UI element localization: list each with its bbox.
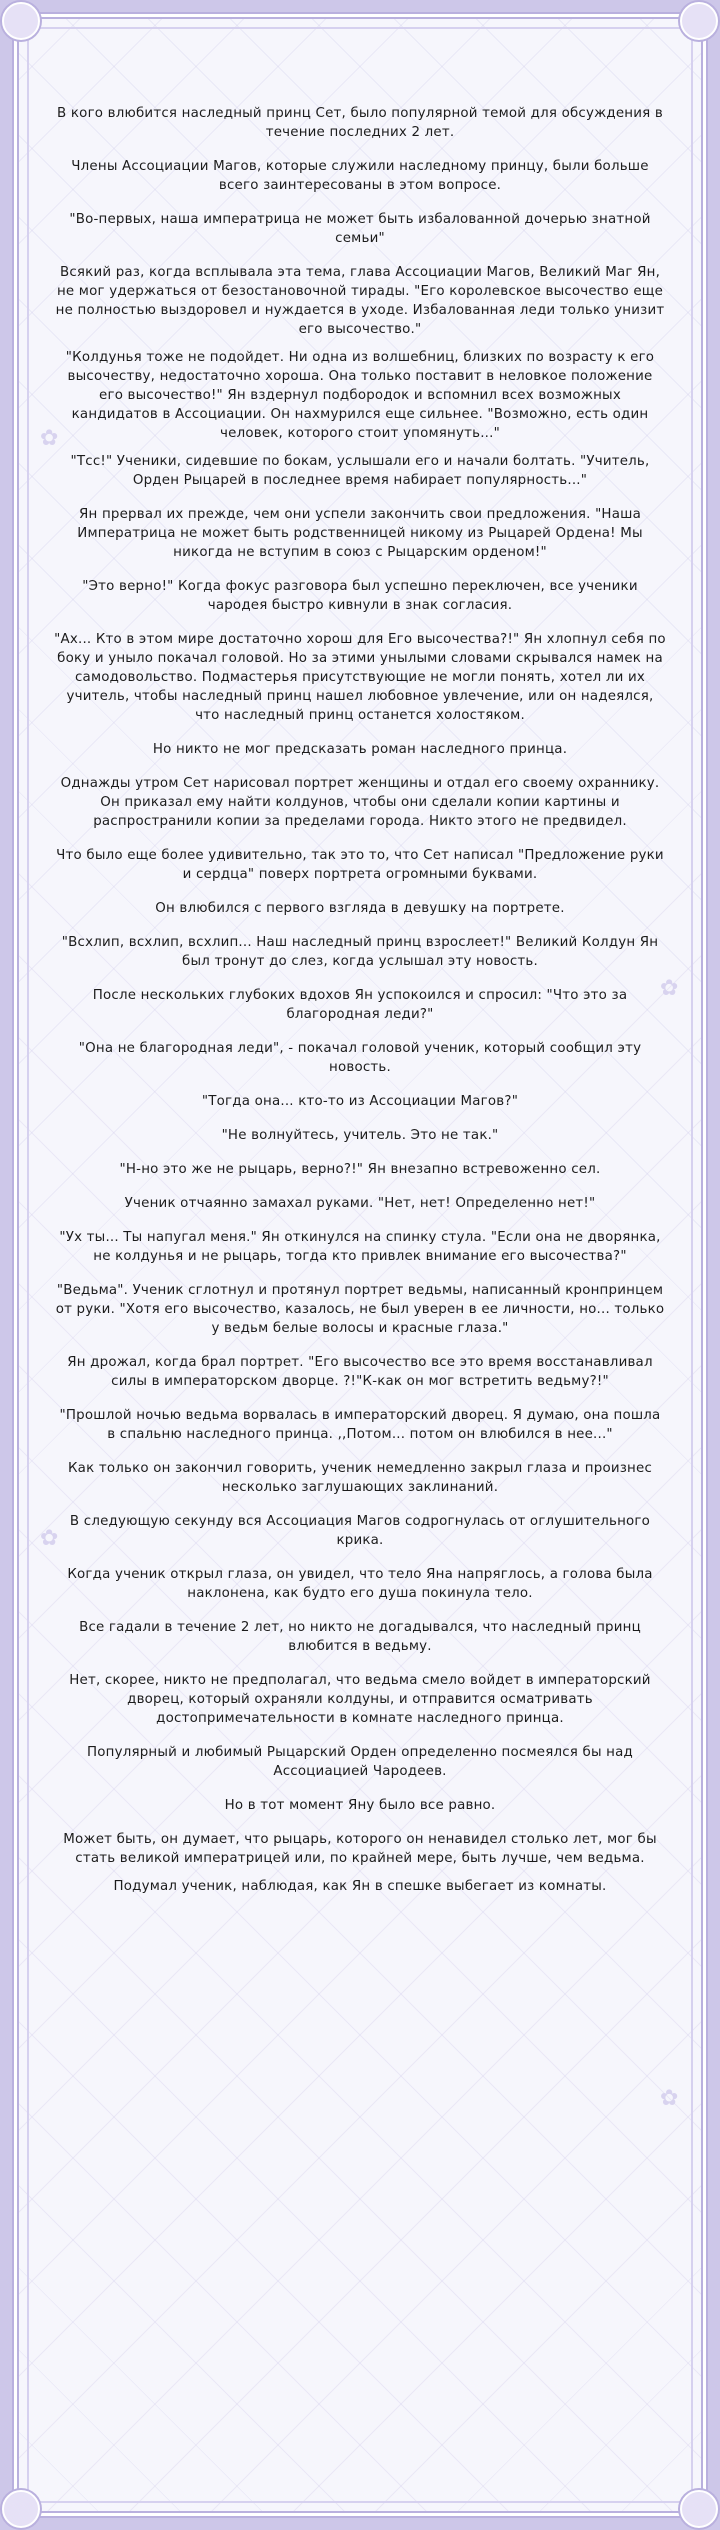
paragraph: "Во-первых, наша императрица не может быть избалованной дочерью знатной семьи" — [69, 212, 651, 246]
flower-icon: ✿ — [40, 426, 59, 451]
paragraph: "Она не благородная леди", - покачал головой ученик, который сообщил эту новость. — [78, 1041, 642, 1075]
corner-ornament-bottom-right — [680, 2490, 718, 2528]
paragraph: Как только он закончил говорить, ученик немедленно закрыл глаза и произнес несколько заглушающих заклинаний. — [67, 1461, 653, 1495]
corner-ornament-top-left — [2, 2, 40, 40]
paragraph: Популярный и любимый Рыцарский Орден определенно посмеялся бы над Ассоциацией Чародеев. — [86, 1745, 634, 1779]
paragraph: Ян прервал их прежде, чем они успели закончить свои предложения. "Наша Императрица не может быть родственницей никому из Рыцарей Ордена! Мы никогда не вступим в союз с Рыцарским орденом!" — [77, 507, 643, 560]
paragraph: Члены Ассоциации Магов, которые служили наследному принцу, были больше всего заинтересованы в этом вопросе. — [71, 159, 649, 193]
paragraph: "Ух ты... Ты напугал меня." Ян откинулся на спинку стула. "Если она не дворянка, не колдунья и не рыцарь, тогда кто привлек внимание его высочества?" — [59, 1230, 661, 1264]
story-text — [54, 104, 666, 1911]
paragraph: Однажды утром Сет нарисовал портрет женщины и отдал его своему охраннику. Он приказал ему найти колдунов, чтобы они сделали копии картины и распространили копии за пределами города. Никто этого не предвидел. — [60, 776, 660, 829]
paragraph: "Ах... Кто в этом мире достаточно хорош для Его высочества?!" Ян хлопнул себя по боку и уныло покачал головой. Но за этими унылыми словами скрывался намек на самодовольство. Подмастерья присутствующие не могли понять, хотел ли их учитель, чтобы наследный принц нашел любовное увлечение, или он надеялся, что наследный принц останется холостяком. — [54, 632, 666, 723]
paragraph: Когда ученик открыл глаза, он увидел, что тело Яна напряглось, а голова была наклонена, как будто его душа покинула тело. — [67, 1567, 653, 1601]
paragraph: "Тогда она... кто-то из Ассоциации Магов?" — [201, 1094, 519, 1109]
paragraph: Но никто не мог предсказать роман наследного принца. — [152, 742, 568, 757]
paragraph: "Прошлой ночью ведьма ворвалась в императорский дворец. Я думаю, она пошла в спальню наследного принца. ,,Потом... потом он влюбился в нее..." — [59, 1408, 661, 1442]
flower-icon: ✿ — [40, 1526, 59, 1551]
paragraph: После нескольких глубоких вдохов Ян успокоился и спросил: "Что это за благородная леди?" — [92, 988, 628, 1022]
paragraph: В следующую секунду вся Ассоциация Магов содрогнулась от оглушительного крика. — [69, 1514, 651, 1548]
paragraph: "Н-но это же не рыцарь, верно?!" Ян внезапно встревоженно сел. — [119, 1162, 601, 1177]
paragraph: Нет, скорее, никто не предполагал, что ведьма смело войдет в императорский дворец, который охраняли колдуны, и отправится осматривать достопримечательности в комнате наследного принца. — [69, 1673, 651, 1726]
paragraph: Ученик отчаянно замахал руками. "Нет, нет! Определенно нет!" — [124, 1196, 596, 1211]
paragraph: Что было еще более удивительно, так это то, что Сет написал "Предложение руки и сердца" поверх портрета огромными буквами. — [56, 848, 664, 882]
corner-ornament-top-right — [680, 2, 718, 40]
corner-ornament-bottom-left — [2, 2490, 40, 2528]
paragraph: "Всхлип, всхлип, всхлип... Наш наследный принц взрослеет!" Великий Колдун Ян был тронут до слез, когда услышал эту новость. — [61, 935, 659, 969]
flower-icon: ✿ — [660, 976, 679, 1001]
paragraph: "Ведьма". Ученик сглотнул и протянул портрет ведьмы, написанный кронпринцем от руки. "Хотя его высочество, казалось, не был уверен в ее личности, но... только у ведьм белые волосы и красные глаза." — [55, 1283, 665, 1336]
paragraph: "Тсс!" Ученики, сидевшие по бокам, услышали его и начали болтать. "Учитель, Орден Рыцарей в последнее время набирает популярность..." — [70, 454, 650, 488]
paragraph: "Не волнуйтесь, учитель. Это не так." — [221, 1128, 499, 1143]
paragraph: "Колдунья тоже не подойдет. Ни одна из волшебниц, близких по возрасту к его высочеству, недостаточно хороша. Она только поставит в неловкое положение его высочество!" Ян вздернул подбородок и вспомнил всех возможных кандидатов в Ассоциации. Он нахмурился еще сильнее. "Возможно, есть один человек, которого стоит упомянуть..." — [65, 350, 655, 441]
paragraph: В кого влюбится наследный принц Сет, было популярной темой для обсуждения в течение последних 2 лет. — [57, 106, 663, 140]
paragraph: Ян дрожал, когда брал портрет. "Его высочество все это время восстанавливал силы в императорском дворце. ?!"К-как он мог встретить ведьму?!" — [67, 1355, 653, 1389]
paragraph: Но в тот момент Яну было все равно. — [224, 1798, 496, 1813]
paragraph: Все гадали в течение 2 лет, но никто не догадывался, что наследный принц влюбится в ведьму. — [79, 1620, 641, 1654]
paragraph: "Это верно!" Когда фокус разговора был успешно переключен, все ученики чародея быстро кивнули в знак согласия. — [82, 579, 638, 613]
paragraph: Всякий раз, когда всплывала эта тема, глава Ассоциации Магов, Великий Маг Ян, не мог удержаться от безостановочной тирады. "Его королевское высочество еще не полностью выздоровел и нуждается в уходе. Избалованная леди только унизит его высочество." — [55, 265, 665, 337]
flower-icon: ✿ — [660, 2086, 679, 2111]
paragraph: Подумал ученик, наблюдая, как Ян в спешке выбегает из комнаты. — [113, 1879, 607, 1894]
paragraph: Он влюбился с первого взгляда в девушку на портрете. — [155, 901, 565, 916]
paragraph: Может быть, он думает, что рыцарь, которого он ненавидел столько лет, мог бы стать великой императрицей или, по крайней мере, быть лучше, чем ведьма. — [63, 1832, 657, 1866]
